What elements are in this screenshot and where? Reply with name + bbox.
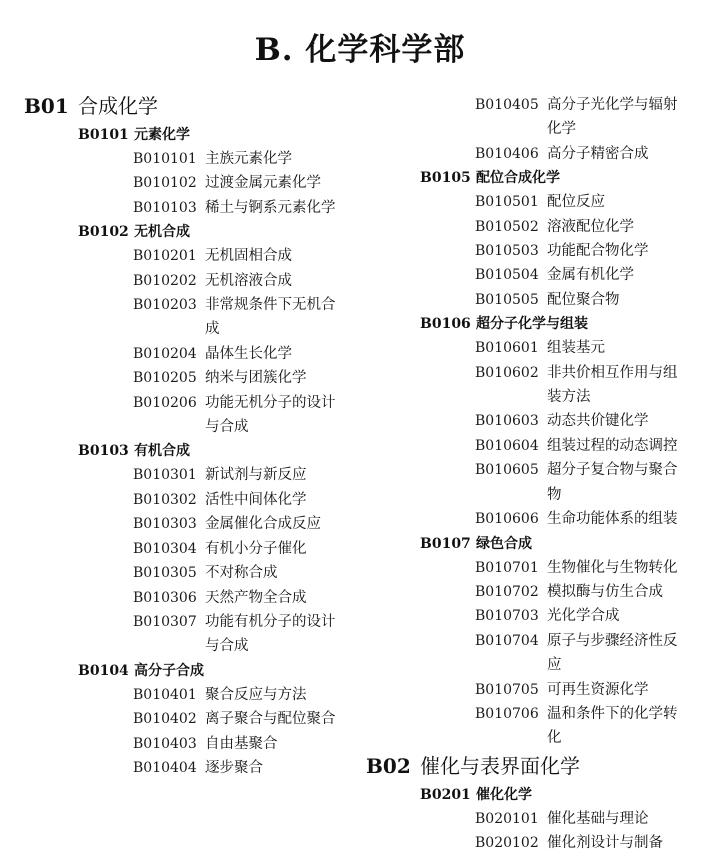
discipline-code: B010604 [475, 437, 539, 454]
discipline-item [24, 269, 354, 293]
discipline-name: 非常规条件下无机合成 [205, 297, 336, 338]
discipline-item [366, 580, 696, 604]
discipline-item [24, 610, 354, 659]
discipline-name: 高分子光化学与辐射化学 [547, 97, 678, 138]
page-title: B. 化学科学部 [254, 32, 466, 68]
discipline-name: 稀土与锕系元素化学 [205, 199, 336, 216]
subsection-code: B0101 [78, 127, 129, 143]
discipline-item [366, 409, 696, 433]
discipline-name: 模拟酶与仿生合成 [547, 583, 663, 600]
subsection-heading [366, 783, 696, 807]
section-code: B02 [366, 753, 411, 778]
discipline-item [366, 263, 696, 287]
discipline-item [366, 629, 696, 678]
discipline-item [366, 142, 696, 166]
discipline-name: 有机小分子催化 [205, 540, 307, 557]
discipline-code: B010603 [475, 413, 539, 430]
discipline-name: 生物催化与生物转化 [547, 559, 678, 576]
discipline-item [24, 147, 354, 171]
discipline-code: B010605 [475, 462, 539, 479]
discipline-item [366, 336, 696, 360]
discipline-item [366, 215, 696, 239]
discipline-code: B010705 [475, 681, 539, 698]
discipline-name: 温和条件下的化学转化 [547, 705, 678, 747]
discipline-code: B010502 [475, 218, 539, 235]
discipline-name: 晶体生长化学 [205, 345, 292, 362]
discipline-code: B010102 [133, 175, 197, 192]
discipline-name: 金属催化合成反应 [205, 516, 321, 533]
subsection-heading [24, 659, 354, 683]
discipline-code: B010205 [133, 370, 197, 387]
discipline-item [24, 391, 354, 440]
subsection-name: 有机合成 [134, 443, 190, 460]
discipline-item [24, 196, 354, 220]
discipline-name: 配位聚合物 [547, 291, 620, 308]
discipline-item [24, 171, 354, 195]
discipline-code: B010503 [475, 243, 539, 260]
discipline-code: B010703 [475, 608, 539, 625]
subsection-heading [24, 439, 354, 463]
subsection-code: B0105 [420, 170, 471, 187]
subsection-heading [366, 312, 696, 336]
discipline-code: B010701 [475, 559, 539, 576]
discipline-code: B010103 [133, 199, 197, 216]
discipline-code: B010504 [475, 267, 539, 284]
discipline-name: 逐步聚合 [205, 759, 263, 776]
subsection-name: 配位合成化学 [476, 170, 560, 187]
discipline-code: B010702 [475, 583, 539, 600]
discipline-item [24, 537, 354, 561]
discipline-code: B010202 [133, 272, 197, 289]
discipline-code: B010505 [475, 291, 539, 308]
subsection-heading [366, 166, 696, 190]
section-code: B01 [24, 94, 69, 118]
discipline-name: 非共价相互作用与组装方法 [547, 364, 678, 406]
discipline-code: B010606 [475, 511, 539, 528]
subsection-name: 元素化学 [134, 127, 190, 143]
discipline-name: 新试剂与新反应 [205, 467, 307, 484]
discipline-name: 无机溶液合成 [205, 272, 292, 289]
discipline-code: B010501 [475, 194, 539, 211]
discipline-name: 超分子复合物与聚合物 [547, 462, 678, 503]
subsection-code: B0103 [78, 443, 129, 460]
subsection-code: B0104 [78, 662, 129, 679]
discipline-item [366, 702, 696, 751]
discipline-code: B020102 [475, 835, 539, 852]
discipline-item [366, 678, 696, 702]
discipline-code: B020101 [475, 810, 539, 827]
section-heading [366, 751, 696, 781]
discipline-name: 无机固相合成 [205, 248, 292, 265]
subsection-code: B0107 [420, 535, 471, 552]
discipline-item [366, 434, 696, 458]
discipline-item [24, 683, 354, 707]
subsection-name: 高分子合成 [134, 662, 204, 679]
discipline-item [24, 732, 354, 756]
discipline-item [24, 342, 354, 366]
discipline-item [24, 293, 354, 342]
section-name: 催化与表界面化学 [420, 753, 580, 778]
discipline-name: 组装基元 [547, 340, 605, 357]
subsection-name: 催化化学 [476, 786, 532, 803]
discipline-item [366, 93, 696, 142]
discipline-name: 功能配合物化学 [547, 243, 649, 260]
discipline-code: B010405 [475, 97, 539, 113]
right-column [366, 93, 696, 856]
subsection-code: B0102 [78, 224, 129, 241]
discipline-name: 光化学合成 [547, 608, 620, 625]
discipline-name: 配位反应 [547, 194, 605, 211]
discipline-name: 聚合反应与方法 [205, 686, 307, 703]
discipline-name: 组装过程的动态调控 [547, 437, 678, 454]
discipline-item [366, 239, 696, 263]
discipline-item [366, 807, 696, 831]
discipline-item [24, 586, 354, 610]
discipline-code: B010301 [133, 467, 197, 484]
discipline-name: 原子与步骤经济性反应 [547, 632, 678, 674]
discipline-code: B010406 [475, 145, 539, 162]
discipline-name: 主族元素化学 [205, 151, 292, 167]
section-name: 合成化学 [78, 94, 158, 118]
discipline-code: B010204 [133, 345, 197, 362]
discipline-item [24, 366, 354, 390]
discipline-item [24, 561, 354, 585]
subsection-name: 无机合成 [134, 224, 190, 241]
discipline-item [366, 507, 696, 531]
discipline-item [24, 244, 354, 268]
discipline-item [366, 288, 696, 312]
discipline-name: 离子聚合与配位聚合 [205, 711, 336, 728]
discipline-name: 生命功能体系的组装 [547, 511, 678, 528]
discipline-name: 高分子精密合成 [547, 145, 649, 162]
discipline-item [24, 756, 354, 780]
discipline-code: B010303 [133, 516, 197, 533]
discipline-name: 催化基础与理论 [547, 810, 649, 827]
discipline-item [24, 488, 354, 512]
discipline-name: 动态共价键化学 [547, 413, 649, 430]
discipline-name: 天然产物全合成 [205, 589, 307, 606]
discipline-item [366, 556, 696, 580]
discipline-name: 功能有机分子的设计与合成 [205, 613, 336, 655]
discipline-item [24, 707, 354, 731]
discipline-code: B010201 [133, 248, 197, 265]
section-heading [24, 91, 354, 121]
discipline-name: 金属有机化学 [547, 267, 634, 284]
discipline-name: 可再生资源化学 [547, 681, 649, 698]
discipline-code: B010602 [475, 364, 539, 381]
discipline-item [24, 463, 354, 487]
discipline-name: 活性中间体化学 [205, 491, 307, 508]
discipline-code: B010307 [133, 613, 197, 630]
discipline-name: 过渡金属元素化学 [205, 175, 321, 192]
subsection-heading [366, 532, 696, 556]
discipline-code: B010401 [133, 686, 197, 703]
discipline-item [366, 604, 696, 628]
discipline-code: B010305 [133, 565, 197, 582]
subsection-heading [24, 220, 354, 244]
discipline-code: B010306 [133, 589, 197, 606]
discipline-name: 自由基聚合 [205, 735, 278, 752]
discipline-name: 功能无机分子的设计与合成 [205, 394, 336, 436]
discipline-code: B010203 [133, 297, 197, 314]
discipline-name: 纳米与团簇化学 [205, 370, 307, 387]
subsection-code: B0201 [420, 786, 471, 803]
discipline-item [366, 190, 696, 214]
discipline-code: B010302 [133, 491, 197, 508]
discipline-item [24, 512, 354, 536]
discipline-name: 不对称合成 [205, 565, 278, 582]
discipline-code: B010402 [133, 711, 197, 728]
discipline-name: 溶液配位化学 [547, 218, 634, 235]
discipline-code: B010404 [133, 759, 197, 776]
discipline-code: B010101 [133, 151, 197, 167]
discipline-code: B010601 [475, 340, 539, 357]
subsection-code: B0106 [420, 316, 471, 333]
discipline-name: 催化剂设计与制备 [547, 835, 663, 852]
discipline-item [366, 831, 696, 855]
discipline-code: B010704 [475, 632, 539, 649]
discipline-code: B010206 [133, 394, 197, 411]
left-column [24, 91, 354, 780]
discipline-code: B010304 [133, 540, 197, 557]
subsection-name: 超分子化学与组装 [476, 316, 588, 333]
discipline-item [366, 458, 696, 507]
discipline-code: B010403 [133, 735, 197, 752]
subsection-heading [24, 123, 354, 147]
discipline-code: B010706 [475, 705, 539, 722]
subsection-name: 绿色合成 [476, 535, 532, 552]
discipline-item [366, 361, 696, 410]
